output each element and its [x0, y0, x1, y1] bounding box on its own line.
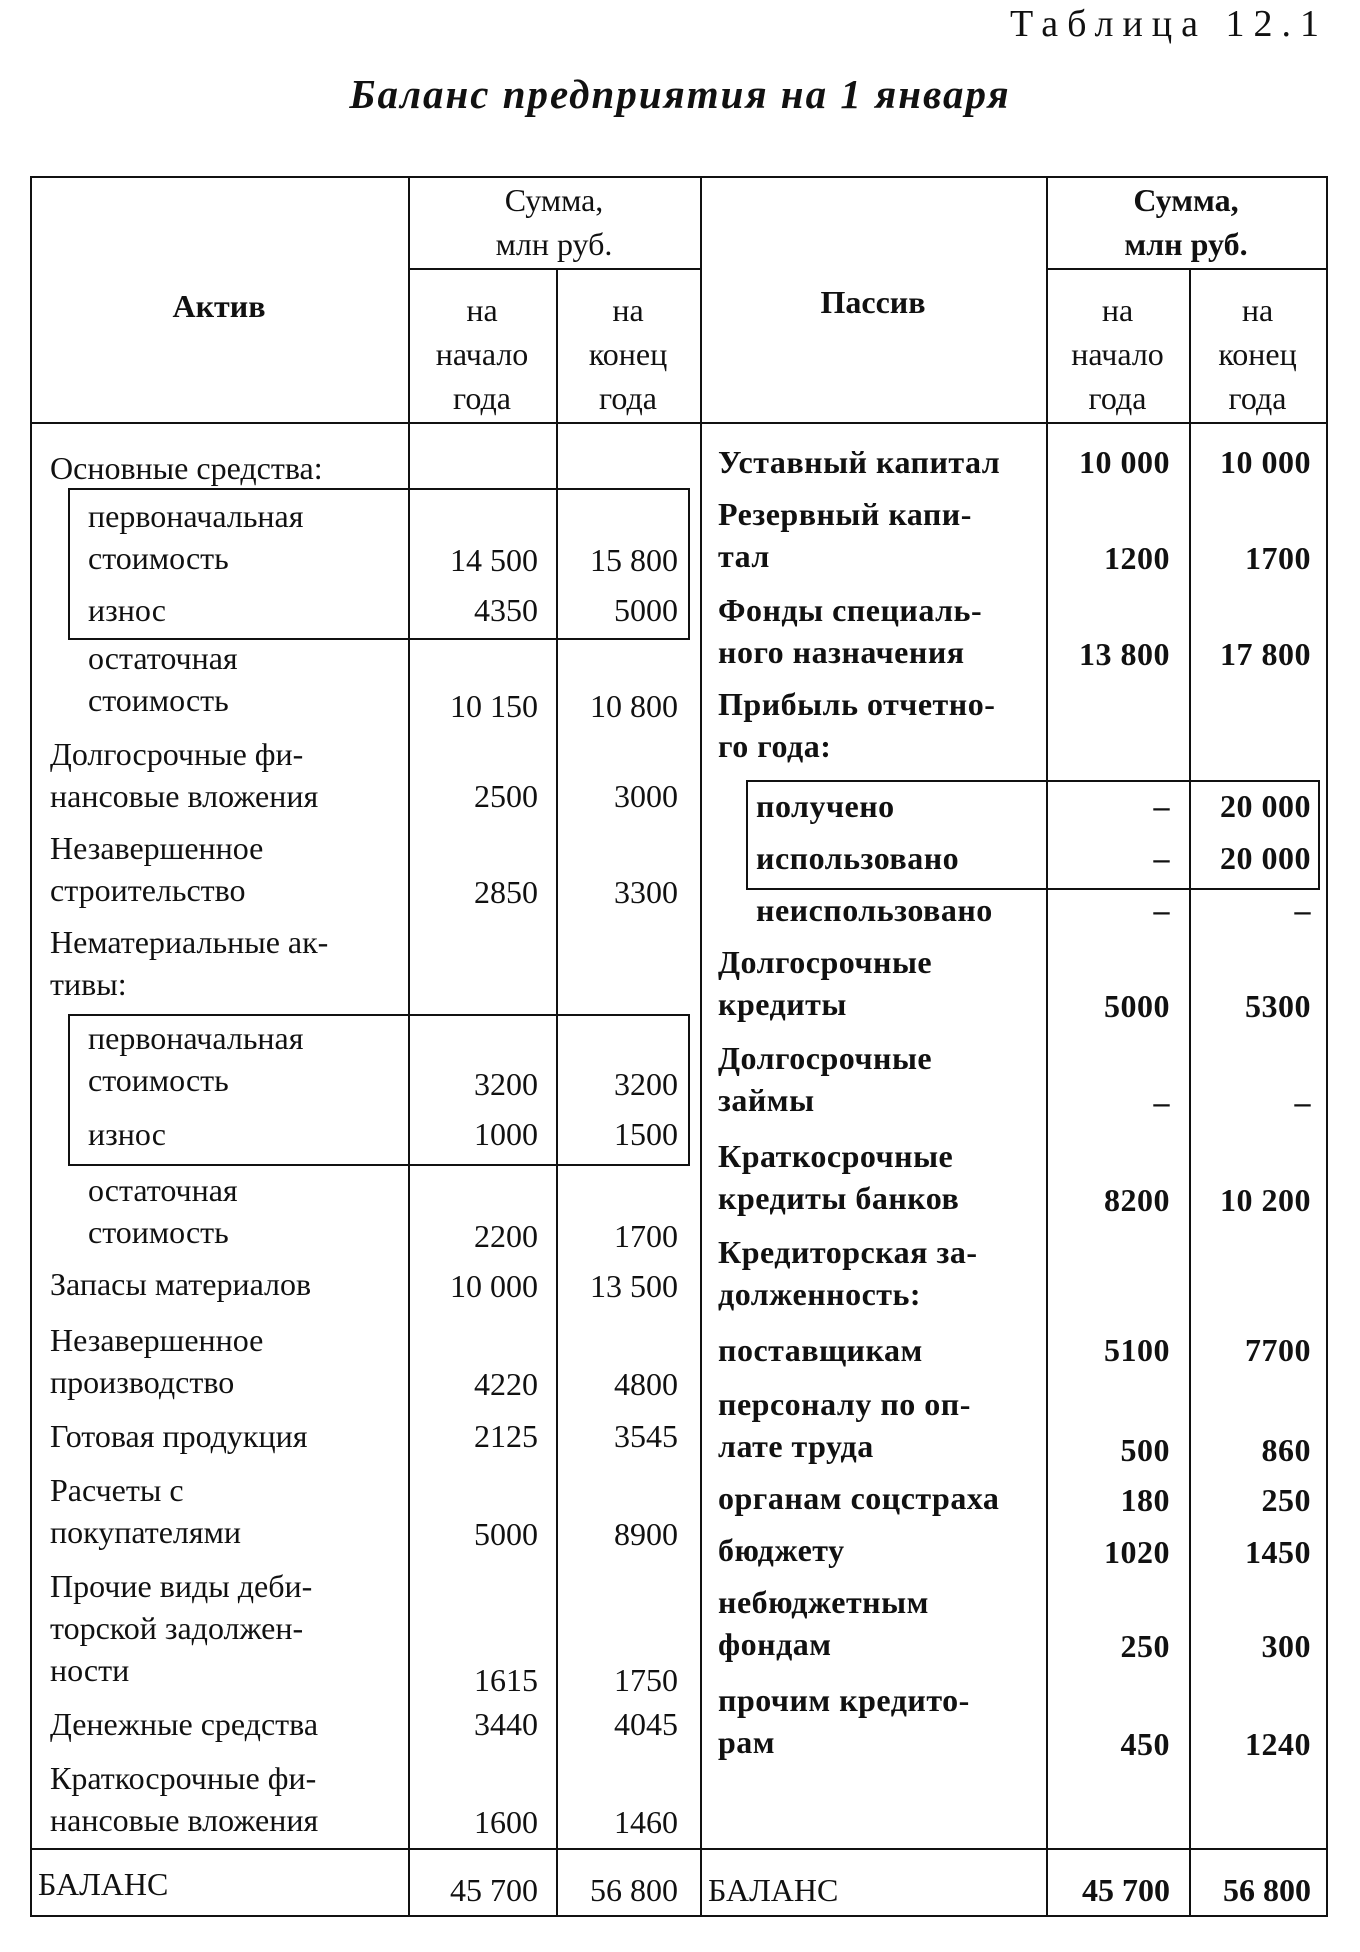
liability-label-line: бюджету: [718, 1532, 845, 1568]
liability-label-line: неиспользовано: [756, 892, 993, 928]
liability-label-line: небюджетным: [718, 1584, 929, 1620]
liability-value-end: 300: [1261, 1628, 1311, 1664]
asset-label-line: Запасы материалов: [50, 1266, 312, 1302]
header-summa-right-2: млн руб.: [1124, 226, 1248, 262]
liability-label-line: Долгосрочные: [718, 944, 933, 980]
liability-label-line: го года:: [718, 728, 832, 764]
header-start-right-2: начало: [1071, 336, 1164, 372]
liability-value-start: 10 000: [1079, 444, 1170, 480]
liability-value-start: 500: [1120, 1432, 1170, 1468]
liability-value-end: 1240: [1245, 1726, 1311, 1762]
liability-value-end: 1700: [1245, 540, 1311, 576]
liability-value-end: 1450: [1245, 1534, 1311, 1570]
liability-value-start: –: [1153, 1084, 1170, 1120]
assets-total-label: БАЛАНС: [38, 1866, 169, 1902]
asset-value-start: 14 500: [450, 542, 538, 578]
table-top-border: [30, 176, 1326, 178]
table-left-border: [30, 176, 32, 1917]
asset-value-start: 2125: [474, 1418, 538, 1454]
asset-label-line: тивы:: [50, 966, 127, 1002]
liability-value-start: –: [1153, 840, 1170, 876]
header-start-right-3: года: [1088, 380, 1147, 416]
summa-underline-left: [408, 268, 700, 270]
liability-value-start: 5100: [1104, 1332, 1170, 1368]
assets-total-start: 45 700: [450, 1872, 538, 1908]
header-start-left-1: на: [466, 292, 498, 328]
asset-label-line: ности: [50, 1652, 130, 1688]
asset-label-line: торской задолжен-: [50, 1610, 304, 1646]
asset-value-start: 1600: [474, 1804, 538, 1840]
asset-label-line: Краткосрочные фи-: [50, 1760, 317, 1796]
liability-value-start: 250: [1120, 1628, 1170, 1664]
totals-top-rule: [30, 1848, 1326, 1850]
asset-value-start: 2850: [474, 874, 538, 910]
liabilities-total-start: 45 700: [1082, 1872, 1170, 1908]
asset-value-start: 4350: [474, 592, 538, 628]
asset-value-end: 5000: [614, 592, 678, 628]
header-passiv: Пассив: [820, 284, 926, 320]
liability-value-end: 5300: [1245, 988, 1311, 1024]
liabilities-total-end: 56 800: [1223, 1872, 1311, 1908]
asset-label-line: стоимость: [88, 682, 229, 718]
asset-label-line: Незавершенное: [50, 830, 264, 866]
table-title: Баланс предприятия на 1 января: [349, 71, 1011, 117]
asset-label-line: покупателями: [50, 1514, 241, 1550]
asset-label-line: строительство: [50, 872, 246, 908]
asset-label-line: стоимость: [88, 1214, 229, 1250]
liability-label-line: Фонды специаль-: [718, 592, 983, 628]
liability-label-line: ного назначения: [718, 634, 965, 670]
asset-value-end: 15 800: [590, 542, 678, 578]
liability-value-end: 250: [1261, 1482, 1311, 1518]
header-end-right-2: конец: [1218, 336, 1297, 372]
asset-value-end: 1500: [614, 1116, 678, 1152]
asset-label-line: Незавершенное: [50, 1322, 264, 1358]
liability-label-line: Уставный капитал: [718, 444, 1001, 480]
asset-label-line: Денежные средства: [50, 1706, 319, 1742]
asset-value-start: 3200: [474, 1066, 538, 1102]
liability-value-start: 5000: [1104, 988, 1170, 1024]
liability-value-end: 20 000: [1220, 788, 1311, 824]
liability-label-line: рам: [718, 1724, 776, 1760]
liabilities-total-label: БАЛАНС: [708, 1872, 839, 1908]
liability-label-line: Краткосрочные: [718, 1138, 954, 1174]
asset-label-line: износ: [88, 1116, 166, 1152]
liability-value-start: 180: [1120, 1482, 1170, 1518]
liability-label-line: использовано: [756, 840, 960, 876]
asset-label-line: первоначальная: [88, 498, 304, 534]
asset-value-end: 3300: [614, 874, 678, 910]
asset-label-line: нансовые вложения: [50, 1802, 319, 1838]
asset-label-line: Расчеты с: [50, 1472, 184, 1508]
asset-label-line: Прочие виды деби-: [50, 1568, 313, 1604]
asset-label-line: Основные средства:: [50, 450, 323, 486]
liability-label-line: персоналу по оп-: [718, 1386, 971, 1422]
liability-label-line: Резервный капи-: [718, 496, 972, 532]
header-start-left-2: начало: [435, 336, 529, 372]
liability-label-line: займы: [718, 1082, 815, 1118]
asset-label-line: Долгосрочные фи-: [50, 736, 304, 772]
asset-value-end: 1460: [614, 1804, 678, 1840]
liability-label-line: долженность:: [718, 1276, 922, 1312]
asset-value-end: 3545: [614, 1418, 678, 1454]
asset-label-line: производство: [50, 1364, 235, 1400]
liability-label-line: Прибыль отчетно-: [718, 686, 996, 722]
asset-label-line: нансовые вложения: [50, 778, 319, 814]
asset-value-start: 4220: [474, 1366, 538, 1402]
liability-value-start: 13 800: [1079, 636, 1170, 672]
asset-label-line: стоимость: [88, 1062, 229, 1098]
header-end-left-3: года: [599, 380, 657, 416]
asset-label-line: остаточная: [88, 1172, 238, 1208]
liability-label-line: Долгосрочные: [718, 1040, 933, 1076]
liability-value-end: 860: [1261, 1432, 1311, 1468]
header-bottom-rule: [30, 422, 1326, 424]
asset-label-line: износ: [88, 592, 166, 628]
asset-value-end: 1700: [614, 1218, 678, 1254]
header-summa-right-1: Сумма,: [1133, 182, 1239, 218]
liability-label-line: кредиты: [718, 986, 847, 1022]
liability-value-start: 450: [1120, 1726, 1170, 1762]
asset-value-start: 5000: [474, 1516, 538, 1552]
header-summa-left-2: млн руб.: [495, 226, 613, 262]
liability-label-line: фондам: [718, 1626, 832, 1662]
liability-label-line: тал: [718, 538, 770, 574]
asset-value-start: 10 150: [450, 688, 538, 724]
liability-label-line: поставщикам: [718, 1332, 923, 1368]
liability-label-line: органам соцстраха: [718, 1480, 1000, 1516]
header-summa-left-1: Сумма,: [504, 182, 604, 218]
liability-value-end: 17 800: [1220, 636, 1311, 672]
header-end-right-3: года: [1228, 380, 1287, 416]
asset-label-line: первоначальная: [88, 1020, 304, 1056]
asset-value-start: 10 000: [450, 1268, 538, 1304]
liability-value-start: –: [1153, 892, 1170, 928]
asset-value-end: 4800: [614, 1366, 678, 1402]
liability-value-start: –: [1153, 788, 1170, 824]
liability-label-line: получено: [756, 788, 895, 824]
asset-value-start: 2500: [474, 778, 538, 814]
liability-value-end: 10 000: [1220, 444, 1311, 480]
asset-label-line: остаточная: [88, 640, 238, 676]
asset-value-start: 2200: [474, 1218, 538, 1254]
asset-value-end: 1750: [614, 1662, 678, 1698]
liability-value-end: 10 200: [1220, 1182, 1311, 1218]
header-aktiv: Актив: [172, 288, 266, 324]
asset-value-end: 13 500: [590, 1268, 678, 1304]
table-right-border: [1326, 176, 1328, 1917]
liability-value-end: 20 000: [1220, 840, 1311, 876]
asset-value-end: 3200: [614, 1066, 678, 1102]
asset-value-start: 1615: [474, 1662, 538, 1698]
liability-value-start: 1020: [1104, 1534, 1170, 1570]
liability-label-line: прочим кредито-: [718, 1682, 970, 1718]
liability-label-line: кредиты банков: [718, 1180, 960, 1216]
asset-value-end: 8900: [614, 1516, 678, 1552]
header-start-left-3: года: [453, 380, 511, 416]
liability-value-start: 1200: [1104, 540, 1170, 576]
header-end-left-1: на: [612, 292, 644, 328]
table-bottom-border: [30, 1915, 1326, 1917]
asset-label-line: Готовая продукция: [50, 1418, 308, 1454]
liability-value-end: –: [1294, 892, 1311, 928]
header-start-right-1: на: [1101, 292, 1134, 328]
header-end-right-1: на: [1241, 292, 1274, 328]
asset-label-line: стоимость: [88, 540, 229, 576]
asset-label-line: Нематериальные ак-: [50, 924, 329, 960]
col-divider-middle: [700, 176, 702, 1917]
assets-total-end: 56 800: [590, 1872, 678, 1908]
asset-value-start: 1000: [474, 1116, 538, 1152]
asset-value-end: 4045: [614, 1706, 678, 1742]
liability-value-end: 7700: [1245, 1332, 1311, 1368]
summa-underline-right: [1046, 268, 1326, 270]
table-number: Таблица 12.1: [1009, 3, 1328, 45]
header-end-left-2: конец: [588, 336, 668, 372]
liability-value-end: –: [1294, 1084, 1311, 1120]
liability-value-start: 8200: [1104, 1182, 1170, 1218]
asset-value-end: 3000: [614, 778, 678, 814]
liability-label-line: Кредиторская за-: [718, 1234, 978, 1270]
asset-value-start: 3440: [474, 1706, 538, 1742]
liability-label-line: лате труда: [718, 1428, 874, 1464]
asset-value-end: 10 800: [590, 688, 678, 724]
